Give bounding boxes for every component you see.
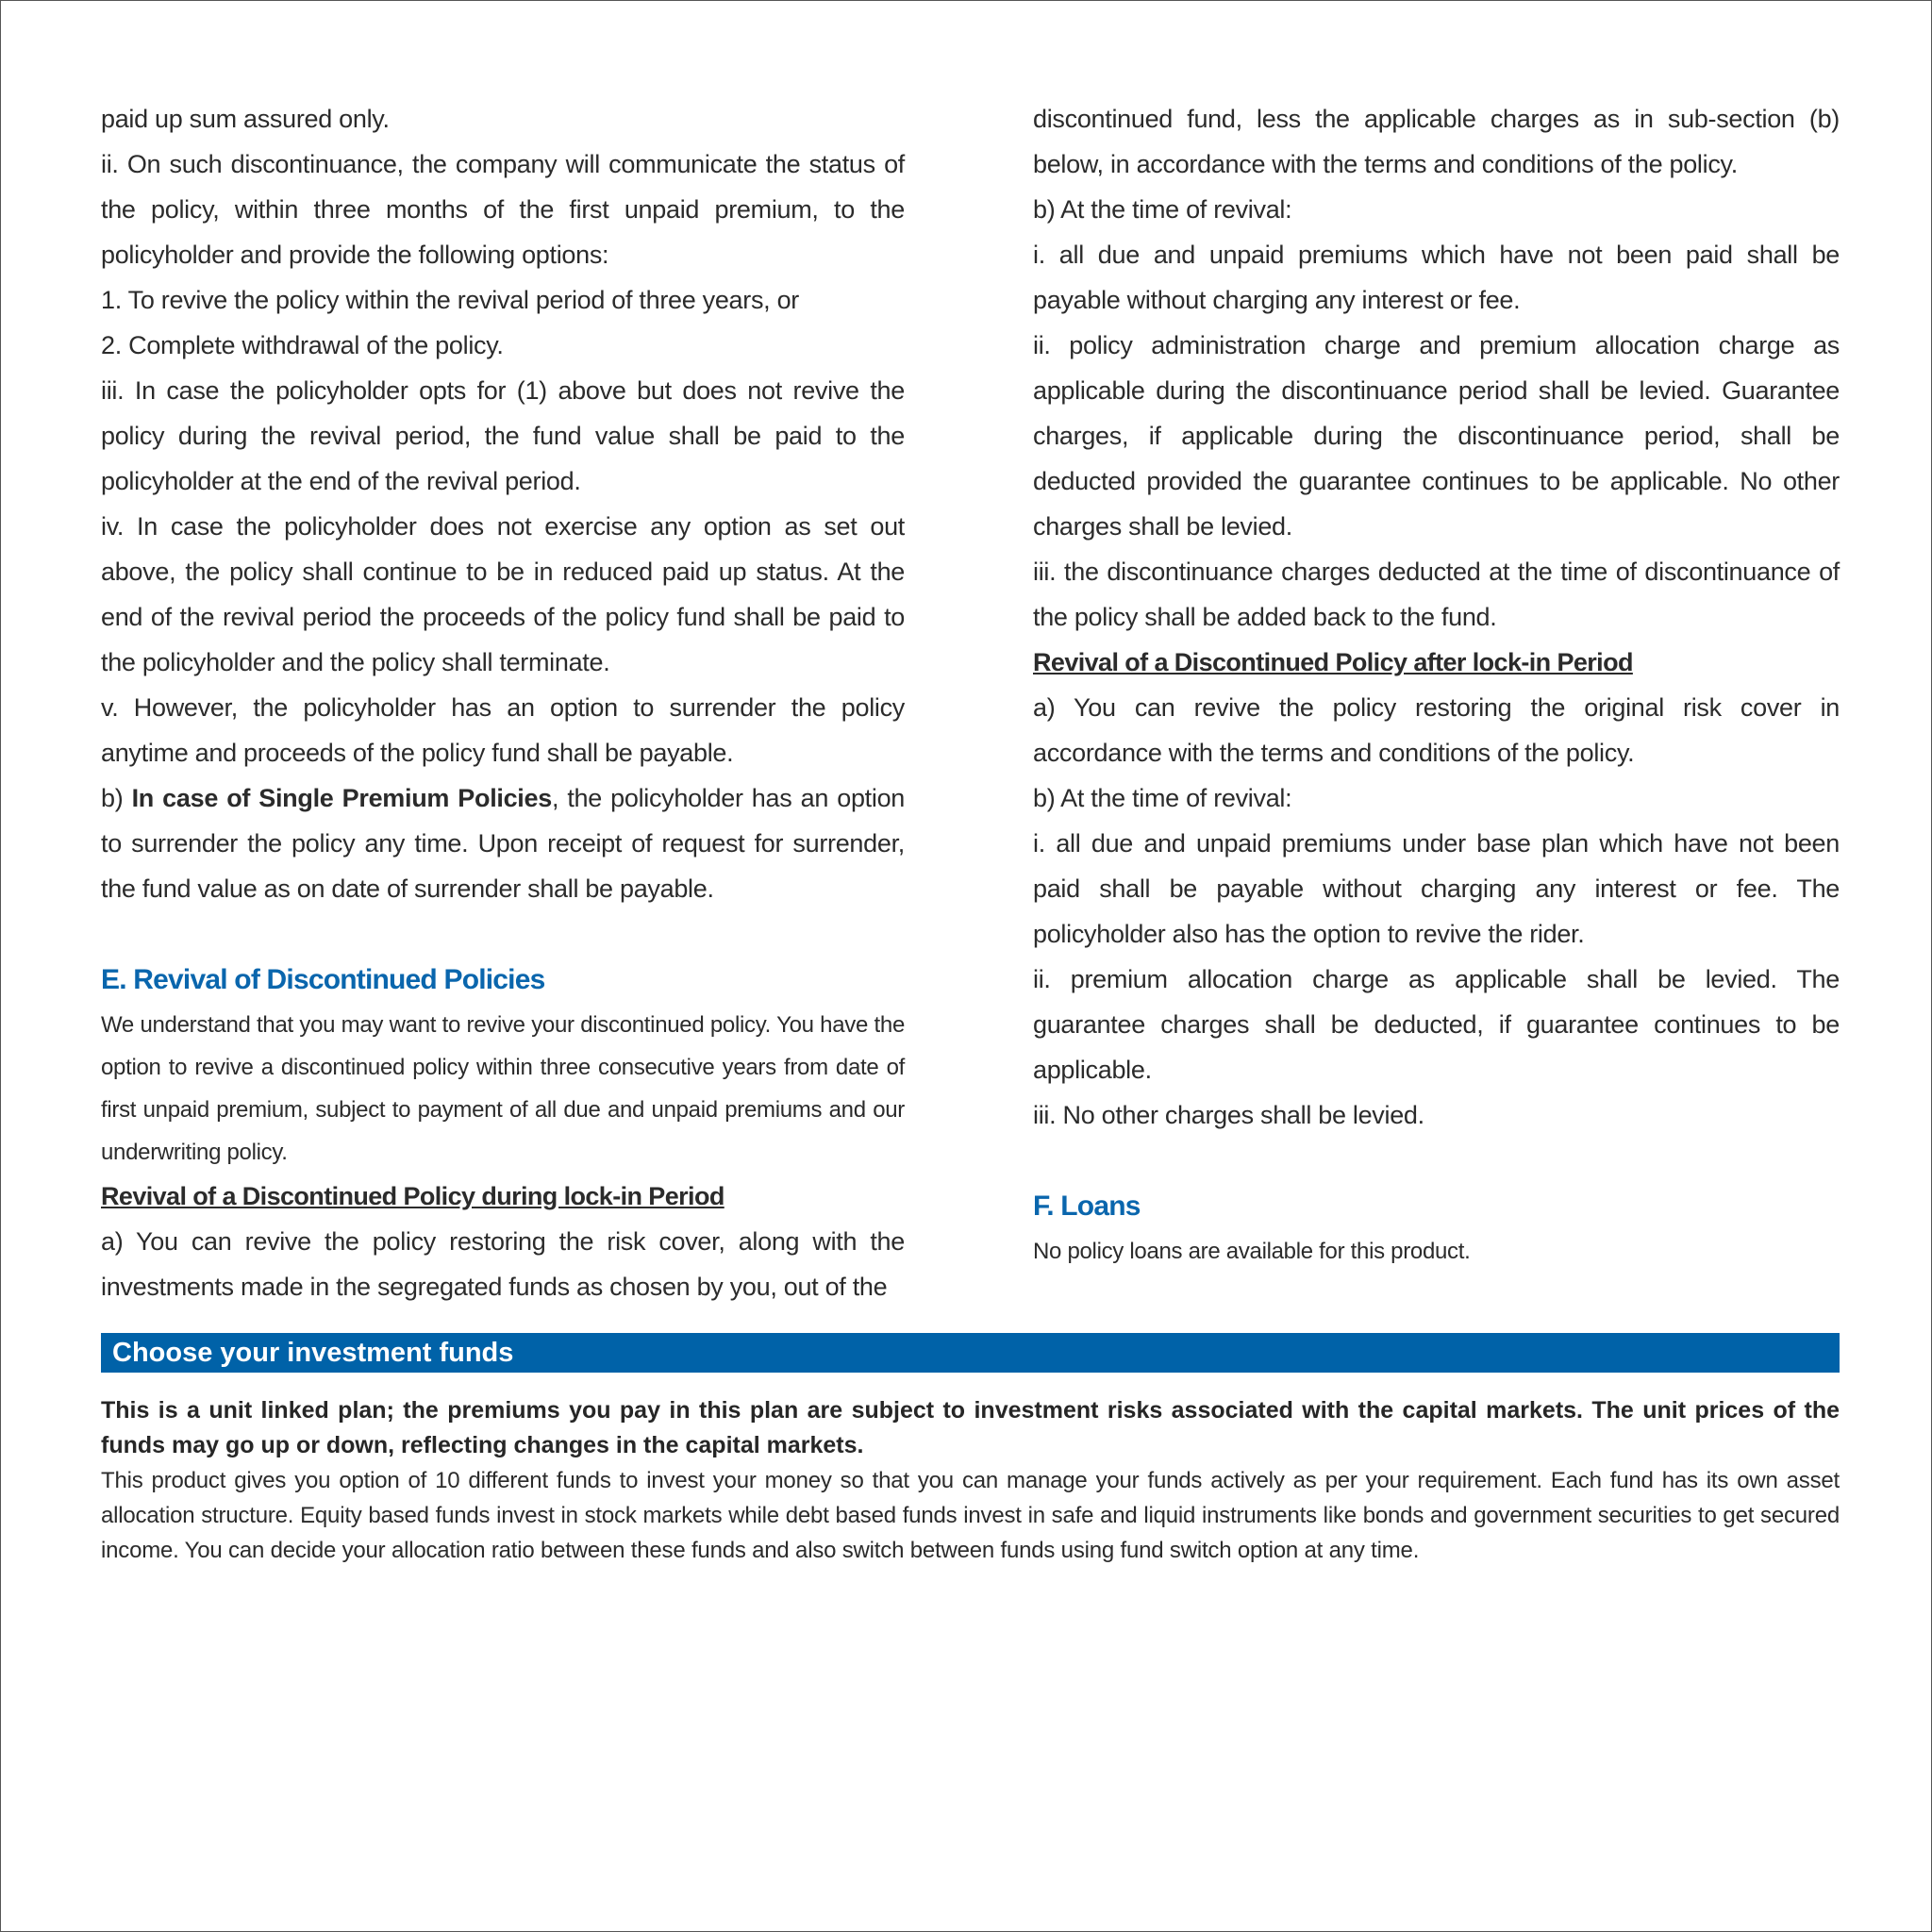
paragraph: a) You can revive the policy restoring the risk cover, along with the investments made in the segregated funds as chosen by you, out of the: [101, 1227, 905, 1301]
paragraph: i. all due and unpaid premiums which have not been paid shall be payable without charging any interest or fee.: [1033, 241, 1840, 314]
paragraph-single-premium: [101, 775, 905, 911]
paragraph: v. However, the policyholder has an option to surrender the policy anytime and proceeds of the policy fund shall be payable.: [101, 693, 905, 767]
paragraph: ii. policy administration charge and premium allocation charge as applicable during the discontinuance period shall be levied. Guarantee charges, if applicable during the discontinuance period, shall be deducted provided the guarantee continues to be applicable. No other charges shall be levied.: [1033, 331, 1840, 541]
right-column: [1033, 96, 1840, 1273]
section-e-heading: E. Revival of Discontinued Policies: [101, 964, 545, 995]
paragraph: ii. On such discontinuance, the company will communicate the status of the policy, within three months of the first unpaid premium, to the policyholder and provide the following options:: [101, 150, 905, 269]
list-item: 1. To revive the policy within the revival period of three years, or: [101, 286, 799, 314]
paragraph: b) At the time of revival:: [1033, 195, 1292, 224]
paragraph: iii. No other charges shall be levied.: [1033, 1101, 1424, 1129]
paragraph: a) You can revive the policy restoring the original risk cover in accordance with the terms and conditions of the policy.: [1033, 693, 1840, 767]
paragraph: ii. premium allocation charge as applicable shall be levied. The guarantee charges shall be deducted, if guarantee continues to be applicable.: [1033, 965, 1840, 1084]
funds-description: This product gives you option of 10 different funds to invest your money so that you can manage your funds actively as per your requirement. Each fund has its own asset allocation structure. Equity based funds invest in stock markets while debt based funds invest in safe and liquid instruments like bonds and government securities to get secured income. You can decide your allocation ratio between these funds and also switch between funds using fund switch option at any time.: [101, 1468, 1840, 1563]
investment-funds-section: [101, 1393, 1840, 1568]
subheading-during-lockin: Revival of a Discontinued Policy during lock-in Period: [101, 1182, 724, 1210]
section-banner: [101, 1333, 1840, 1373]
paragraph: paid up sum assured only.: [101, 105, 390, 133]
paragraph: iv. In case the policyholder does not exercise any option as set out above, the policy shall continue to be in reduced paid up status. At the end of the revival period the proceeds of the policy fund shall be paid to the policyholder and the policy shall terminate.: [101, 512, 905, 676]
bold-phrase: In case of Single Premium Policies: [131, 784, 552, 812]
section-e-body: We understand that you may want to revive your discontinued policy. You have the option to revive a discontinued policy within three consecutive years from date of first unpaid premium, subject to payment of all due and unpaid premiums and our underwriting policy.: [101, 1012, 905, 1165]
subheading-after-lockin: Revival of a Discontinued Policy after lock-in Period: [1033, 648, 1633, 676]
risk-disclaimer: This is a unit linked plan; the premiums you pay in this plan are subject to investment risks associated with the capital markets. The unit prices of the funds may go up or down, reflecting changes in the capital markets.: [101, 1397, 1840, 1458]
paragraph: discontinued fund, less the applicable charges as in sub-section (b) below, in accordance with the terms and conditions of the policy.: [1033, 105, 1840, 178]
banner-title: Choose your investment funds: [112, 1338, 514, 1368]
paragraph: b) At the time of revival:: [1033, 784, 1292, 812]
paragraph: i. all due and unpaid premiums under base plan which have not been paid shall be payable without charging any interest or fee. The policyholder also has the option to revive the rider.: [1033, 829, 1840, 948]
paragraph: iii. the discontinuance charges deducted at the time of discontinuance of the policy shall be added back to the fund.: [1033, 558, 1840, 631]
section-f-body: No policy loans are available for this product.: [1033, 1239, 1471, 1264]
paragraph-rest: , the policyholder has an option to surrender the policy any time. Upon receipt of request for surrender, the fund value as on date of surrender shall be payable.: [101, 784, 906, 903]
item-prefix: b): [101, 784, 132, 812]
paragraph: iii. In case the policyholder opts for (1) above but does not revive the policy during the revival period, the fund value shall be paid to the policyholder at the end of the revival period.: [101, 376, 905, 495]
section-f-heading: F. Loans: [1033, 1191, 1141, 1222]
left-column: [101, 96, 905, 1309]
list-item: 2. Complete withdrawal of the policy.: [101, 331, 504, 359]
